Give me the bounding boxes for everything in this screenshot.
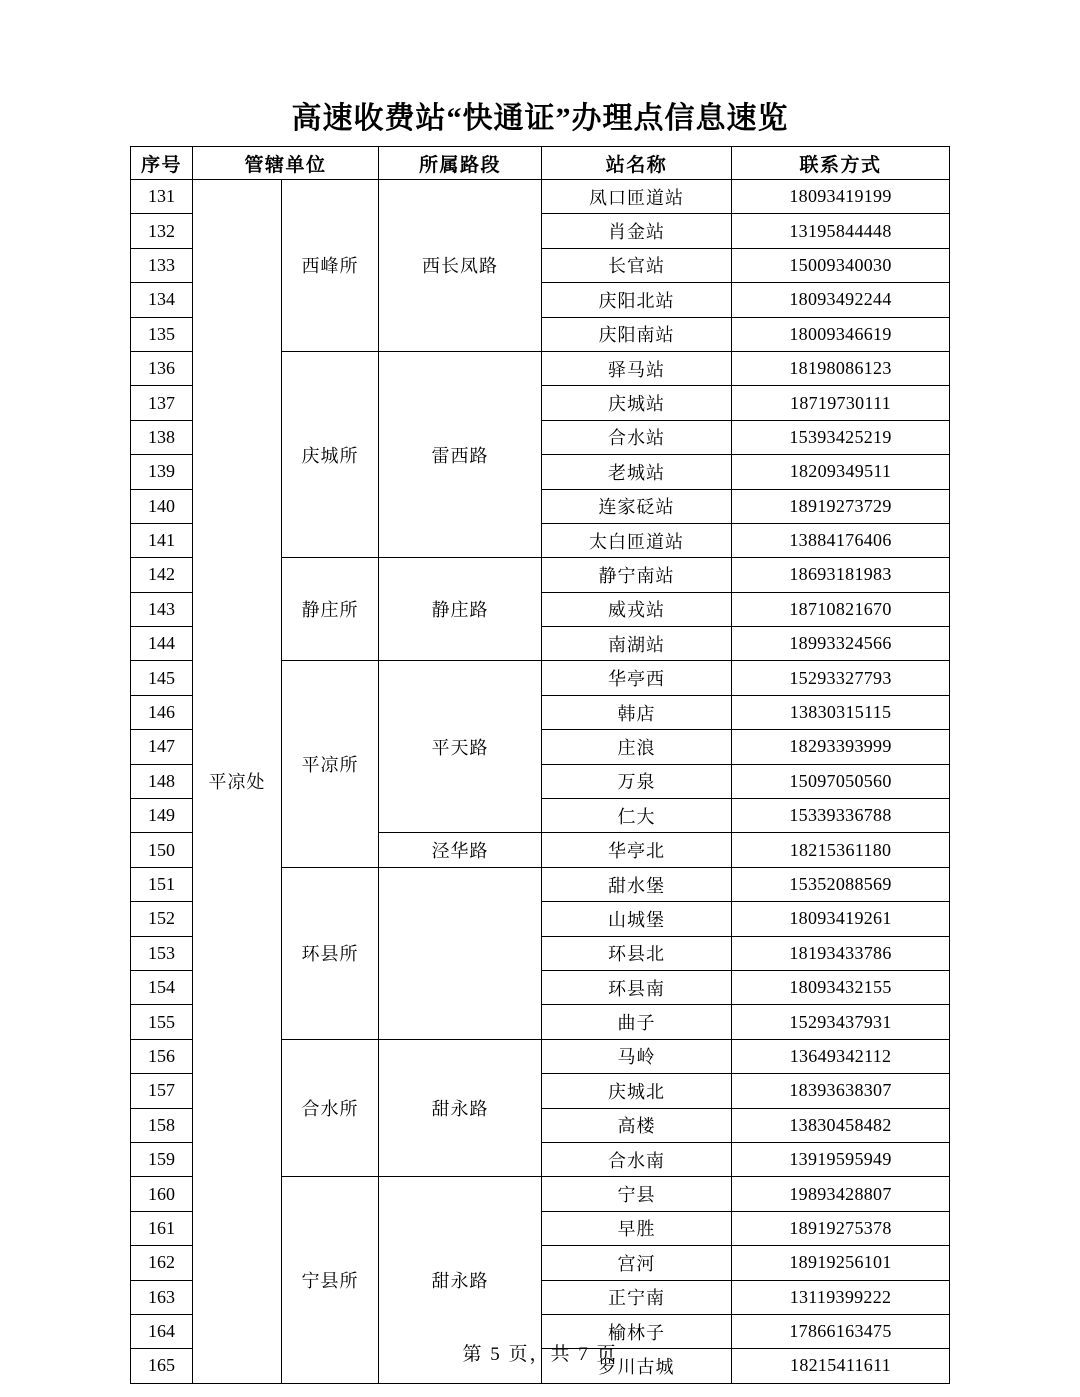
cell-station: 正宁南 bbox=[542, 1280, 732, 1314]
cell-phone: 18393638307 bbox=[732, 1074, 950, 1108]
cell-phone: 18009346619 bbox=[732, 317, 950, 351]
cell-road: 静庄路 bbox=[379, 558, 542, 661]
table-header bbox=[131, 147, 950, 180]
cell-index: 148 bbox=[131, 764, 193, 798]
toll-station-table bbox=[130, 146, 950, 1384]
cell-phone: 18919275378 bbox=[732, 1211, 950, 1245]
cell-station: 早胜 bbox=[542, 1211, 732, 1245]
cell-index: 134 bbox=[131, 283, 193, 317]
cell-phone: 18919256101 bbox=[732, 1246, 950, 1280]
cell-station: 华亭北 bbox=[542, 833, 732, 867]
cell-station: 庆城北 bbox=[542, 1074, 732, 1108]
cell-phone: 13919595949 bbox=[732, 1142, 950, 1176]
cell-phone: 18209349511 bbox=[732, 455, 950, 489]
table-body bbox=[131, 180, 950, 1384]
cell-phone: 18093419261 bbox=[732, 902, 950, 936]
cell-phone: 18193433786 bbox=[732, 936, 950, 970]
cell-office: 平凉所 bbox=[282, 661, 379, 867]
cell-phone: 18919273729 bbox=[732, 489, 950, 523]
cell-station: 威戎站 bbox=[542, 592, 732, 626]
cell-index: 145 bbox=[131, 661, 193, 695]
cell-station: 甜水堡 bbox=[542, 867, 732, 901]
cell-station: 南湖站 bbox=[542, 627, 732, 661]
toll-station-table-container bbox=[130, 146, 949, 1384]
cell-phone: 13830458482 bbox=[732, 1108, 950, 1142]
cell-department: 平凉处 bbox=[193, 180, 282, 1384]
page-footer: 第 5 页，共 7 页 bbox=[462, 1344, 618, 1365]
cell-phone: 13884176406 bbox=[732, 523, 950, 557]
cell-index: 155 bbox=[131, 1005, 193, 1039]
cell-phone: 15339336788 bbox=[732, 799, 950, 833]
cell-station: 庄浪 bbox=[542, 730, 732, 764]
cell-phone: 15097050560 bbox=[732, 764, 950, 798]
column-header-index: 序号 bbox=[131, 147, 193, 180]
cell-station: 凤口匝道站 bbox=[542, 180, 732, 214]
cell-phone: 18293393999 bbox=[732, 730, 950, 764]
cell-phone: 13649342112 bbox=[732, 1039, 950, 1073]
cell-index: 139 bbox=[131, 455, 193, 489]
cell-station: 连家砭站 bbox=[542, 489, 732, 523]
cell-index: 150 bbox=[131, 833, 193, 867]
cell-station: 榆林子 bbox=[542, 1314, 732, 1348]
cell-phone: 18693181983 bbox=[732, 558, 950, 592]
cell-index: 159 bbox=[131, 1142, 193, 1176]
cell-station: 庆城站 bbox=[542, 386, 732, 420]
cell-station: 环县南 bbox=[542, 970, 732, 1004]
cell-index: 161 bbox=[131, 1211, 193, 1245]
cell-station: 华亭西 bbox=[542, 661, 732, 695]
cell-index: 153 bbox=[131, 936, 193, 970]
cell-index: 136 bbox=[131, 351, 193, 385]
cell-station: 万泉 bbox=[542, 764, 732, 798]
cell-station: 庆阳北站 bbox=[542, 283, 732, 317]
cell-office: 合水所 bbox=[282, 1039, 379, 1177]
cell-station: 宁县 bbox=[542, 1177, 732, 1211]
cell-phone: 15293327793 bbox=[732, 661, 950, 695]
table-row bbox=[131, 180, 950, 214]
cell-phone: 15393425219 bbox=[732, 420, 950, 454]
column-header-road: 所属路段 bbox=[379, 147, 542, 180]
cell-index: 141 bbox=[131, 523, 193, 557]
cell-station: 韩店 bbox=[542, 695, 732, 729]
cell-index: 158 bbox=[131, 1108, 193, 1142]
cell-index: 154 bbox=[131, 970, 193, 1004]
cell-road: 雷西路 bbox=[379, 351, 542, 557]
cell-station: 肖金站 bbox=[542, 214, 732, 248]
cell-index: 132 bbox=[131, 214, 193, 248]
cell-station: 太白匝道站 bbox=[542, 523, 732, 557]
cell-phone: 18719730111 bbox=[732, 386, 950, 420]
cell-station: 驿马站 bbox=[542, 351, 732, 385]
cell-office: 西峰所 bbox=[282, 180, 379, 352]
cell-phone: 13195844448 bbox=[732, 214, 950, 248]
cell-phone: 15293437931 bbox=[732, 1005, 950, 1039]
cell-index: 151 bbox=[131, 867, 193, 901]
cell-road: 西长凤路 bbox=[379, 180, 542, 352]
cell-index: 133 bbox=[131, 248, 193, 282]
cell-index: 149 bbox=[131, 799, 193, 833]
cell-station: 合水站 bbox=[542, 420, 732, 454]
cell-index: 146 bbox=[131, 695, 193, 729]
cell-phone: 18710821670 bbox=[732, 592, 950, 626]
cell-station: 马岭 bbox=[542, 1039, 732, 1073]
cell-phone: 18093419199 bbox=[732, 180, 950, 214]
cell-index: 131 bbox=[131, 180, 193, 214]
cell-index: 144 bbox=[131, 627, 193, 661]
cell-index: 135 bbox=[131, 317, 193, 351]
cell-index: 142 bbox=[131, 558, 193, 592]
cell-phone: 18198086123 bbox=[732, 351, 950, 385]
cell-phone: 19893428807 bbox=[732, 1177, 950, 1211]
page-title: 高速收费站“快通证”办理点信息速览 bbox=[291, 102, 789, 135]
cell-station: 罗川古城 bbox=[542, 1349, 732, 1383]
column-header-unit: 管辖单位 bbox=[193, 147, 379, 180]
cell-index: 143 bbox=[131, 592, 193, 626]
cell-phone: 18993324566 bbox=[732, 627, 950, 661]
cell-office: 宁县所 bbox=[282, 1177, 379, 1383]
cell-phone: 18093492244 bbox=[732, 283, 950, 317]
cell-index: 152 bbox=[131, 902, 193, 936]
cell-phone: 18215411611 bbox=[732, 1349, 950, 1383]
cell-index: 157 bbox=[131, 1074, 193, 1108]
cell-index: 137 bbox=[131, 386, 193, 420]
cell-road bbox=[379, 867, 542, 1039]
cell-phone: 17866163475 bbox=[732, 1314, 950, 1348]
cell-office: 庆城所 bbox=[282, 351, 379, 557]
cell-index: 138 bbox=[131, 420, 193, 454]
column-header-station: 站名称 bbox=[542, 147, 732, 180]
cell-phone: 13119399222 bbox=[732, 1280, 950, 1314]
cell-phone: 15352088569 bbox=[732, 867, 950, 901]
cell-station: 仁大 bbox=[542, 799, 732, 833]
cell-phone: 15009340030 bbox=[732, 248, 950, 282]
cell-station: 庆阳南站 bbox=[542, 317, 732, 351]
cell-station: 宫河 bbox=[542, 1246, 732, 1280]
cell-phone: 13830315115 bbox=[732, 695, 950, 729]
cell-station: 静宁南站 bbox=[542, 558, 732, 592]
cell-road: 甜永路 bbox=[379, 1039, 542, 1177]
cell-road: 甜永路 bbox=[379, 1177, 542, 1383]
cell-station: 山城堡 bbox=[542, 902, 732, 936]
cell-road: 平天路 bbox=[379, 661, 542, 833]
cell-index: 162 bbox=[131, 1246, 193, 1280]
cell-station: 合水南 bbox=[542, 1142, 732, 1176]
cell-station: 曲子 bbox=[542, 1005, 732, 1039]
cell-index: 147 bbox=[131, 730, 193, 764]
cell-index: 165 bbox=[131, 1349, 193, 1383]
cell-station: 老城站 bbox=[542, 455, 732, 489]
table-header-row bbox=[131, 147, 950, 180]
cell-office: 静庄所 bbox=[282, 558, 379, 661]
cell-index: 163 bbox=[131, 1280, 193, 1314]
cell-road: 泾华路 bbox=[379, 833, 542, 867]
cell-index: 140 bbox=[131, 489, 193, 523]
column-header-contact: 联系方式 bbox=[732, 147, 950, 180]
cell-station: 高楼 bbox=[542, 1108, 732, 1142]
cell-index: 156 bbox=[131, 1039, 193, 1073]
cell-phone: 18215361180 bbox=[732, 833, 950, 867]
cell-station: 长官站 bbox=[542, 248, 732, 282]
cell-index: 160 bbox=[131, 1177, 193, 1211]
cell-station: 环县北 bbox=[542, 936, 732, 970]
cell-phone: 18093432155 bbox=[732, 970, 950, 1004]
cell-office: 环县所 bbox=[282, 867, 379, 1039]
cell-index: 164 bbox=[131, 1314, 193, 1348]
